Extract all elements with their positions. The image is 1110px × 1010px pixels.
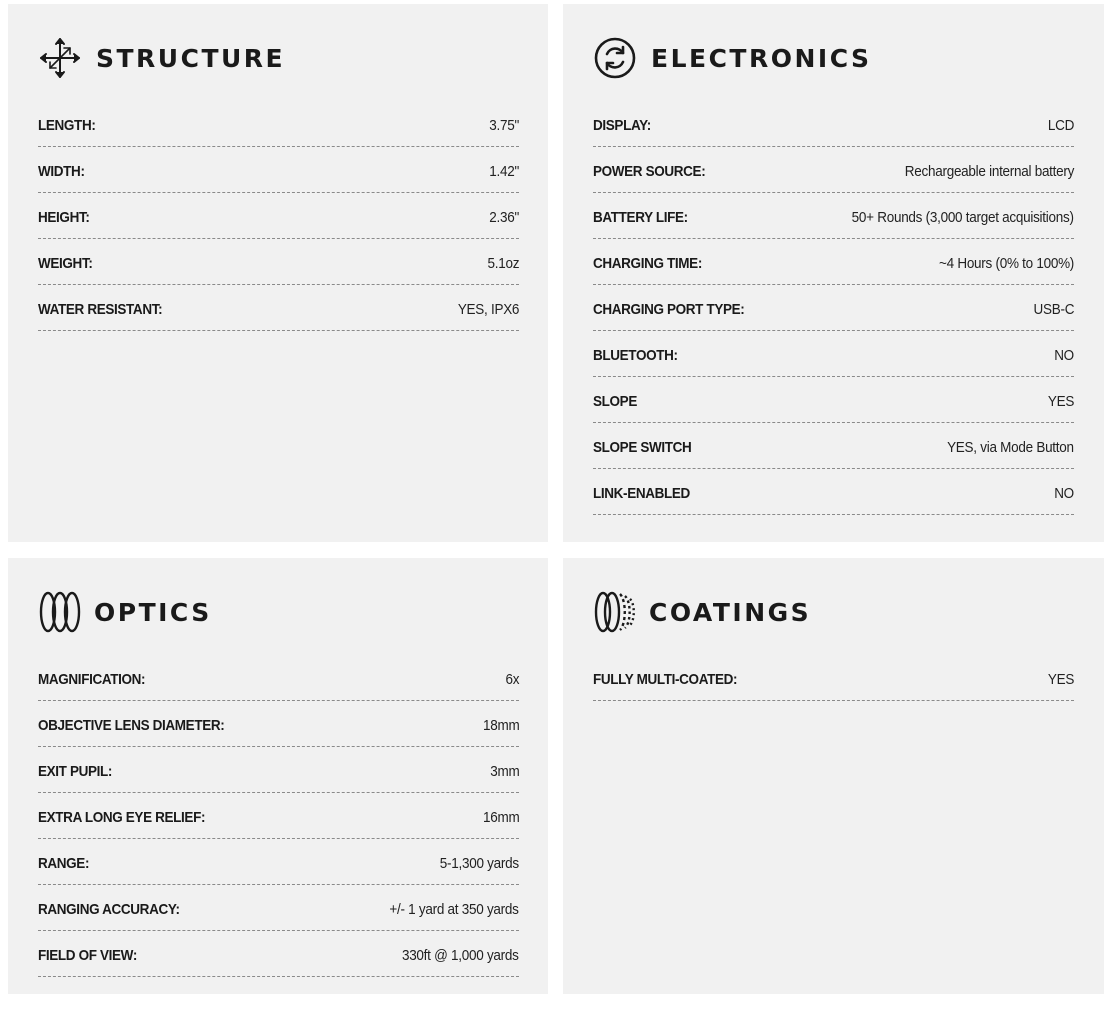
spec-value: 50+ Rounds (3,000 target acquisitions) (851, 209, 1074, 226)
coatings-panel (563, 558, 1104, 994)
spec-row (593, 377, 1074, 423)
spec-value: 6x (505, 671, 519, 688)
structure-panel (8, 4, 548, 542)
structure-header (38, 36, 518, 80)
spec-label: FIELD OF VIEW: (38, 947, 137, 964)
spec-value: YES (1047, 671, 1074, 688)
spec-label: FULLY MULTI-COATED: (593, 671, 738, 688)
electronics-panel (563, 4, 1104, 542)
spec-value: USB-C (1033, 301, 1074, 318)
spec-row (593, 147, 1074, 193)
spec-value: +/- 1 yard at 350 yards (389, 901, 519, 918)
spec-value: 5.1oz (487, 255, 519, 272)
spec-value: 2.36" (489, 209, 519, 226)
spec-label: CHARGING TIME: (593, 255, 702, 272)
electronics-spec-list (593, 101, 1074, 515)
spec-value: YES (1047, 393, 1074, 410)
spec-label: OBJECTIVE LENS DIAMETER: (38, 717, 225, 734)
lenses-icon (38, 590, 82, 634)
spec-value: Rechargeable internal battery (904, 163, 1074, 180)
structure-title: STRUCTURE (96, 43, 286, 73)
spec-label: SLOPE SWITCH (593, 439, 692, 456)
coatings-spec-list (593, 655, 1074, 701)
spec-label: POWER SOURCE: (593, 163, 706, 180)
spec-label: DISPLAY: (593, 117, 651, 134)
spec-label: SLOPE (593, 393, 637, 410)
spec-value: NO (1054, 485, 1074, 502)
spec-row (38, 285, 519, 331)
electronics-title: ELECTRONICS (651, 43, 872, 73)
spec-value: 18mm (482, 717, 519, 734)
spec-label: HEIGHT: (38, 209, 90, 226)
spec-value: YES, via Mode Button (947, 439, 1074, 456)
electronics-header (593, 36, 1074, 80)
spec-row (38, 147, 519, 193)
spec-label: BATTERY LIFE: (593, 209, 688, 226)
spec-value: 3mm (489, 763, 519, 780)
spec-label: MAGNIFICATION: (38, 671, 146, 688)
spec-row (38, 193, 519, 239)
optics-spec-list (38, 655, 519, 977)
spec-row (593, 655, 1074, 701)
spec-value: 16mm (482, 809, 519, 826)
spec-label: LINK-ENABLED (593, 485, 690, 502)
spec-value: NO (1054, 347, 1074, 364)
optics-header (38, 590, 518, 634)
spec-row (38, 931, 519, 977)
spec-value: 3.75" (489, 117, 519, 134)
spec-value: ~4 Hours (0% to 100%) (938, 255, 1074, 272)
spec-label: LENGTH: (38, 117, 96, 134)
spec-row (593, 101, 1074, 147)
spec-label: WATER RESISTANT: (38, 301, 163, 318)
spec-row (593, 331, 1074, 377)
spec-row (593, 239, 1074, 285)
coated-lens-icon (593, 590, 637, 634)
spec-label: CHARGING PORT TYPE: (593, 301, 745, 318)
spec-value: LCD (1047, 117, 1074, 134)
spec-row (38, 101, 519, 147)
coatings-title: COATINGS (649, 597, 812, 627)
spec-row (593, 193, 1074, 239)
spec-value: 330ft @ 1,000 yards (402, 947, 519, 964)
spec-label: RANGE: (38, 855, 90, 872)
spec-value: 1.42" (489, 163, 519, 180)
coatings-header (593, 590, 1074, 634)
circular-refresh-icon (593, 36, 637, 80)
spec-label: EXTRA LONG EYE RELIEF: (38, 809, 206, 826)
spec-row (38, 701, 519, 747)
spec-row (38, 747, 519, 793)
spec-value: YES, IPX6 (457, 301, 519, 318)
spec-row (38, 839, 519, 885)
spec-row (38, 655, 519, 701)
optics-title: OPTICS (94, 597, 212, 627)
spec-row (593, 469, 1074, 515)
structure-spec-list (38, 101, 519, 331)
spec-label: BLUETOOTH: (593, 347, 678, 364)
spec-label: RANGING ACCURACY: (38, 901, 180, 918)
spec-label: WEIGHT: (38, 255, 93, 272)
optics-panel (8, 558, 548, 994)
spec-row (38, 793, 519, 839)
spec-label: EXIT PUPIL: (38, 763, 113, 780)
spec-row (38, 885, 519, 931)
spec-row (593, 423, 1074, 469)
move-arrows-icon (38, 36, 82, 80)
spec-value: 5-1,300 yards (439, 855, 519, 872)
spec-label: WIDTH: (38, 163, 85, 180)
spec-row (593, 285, 1074, 331)
spec-row (38, 239, 519, 285)
